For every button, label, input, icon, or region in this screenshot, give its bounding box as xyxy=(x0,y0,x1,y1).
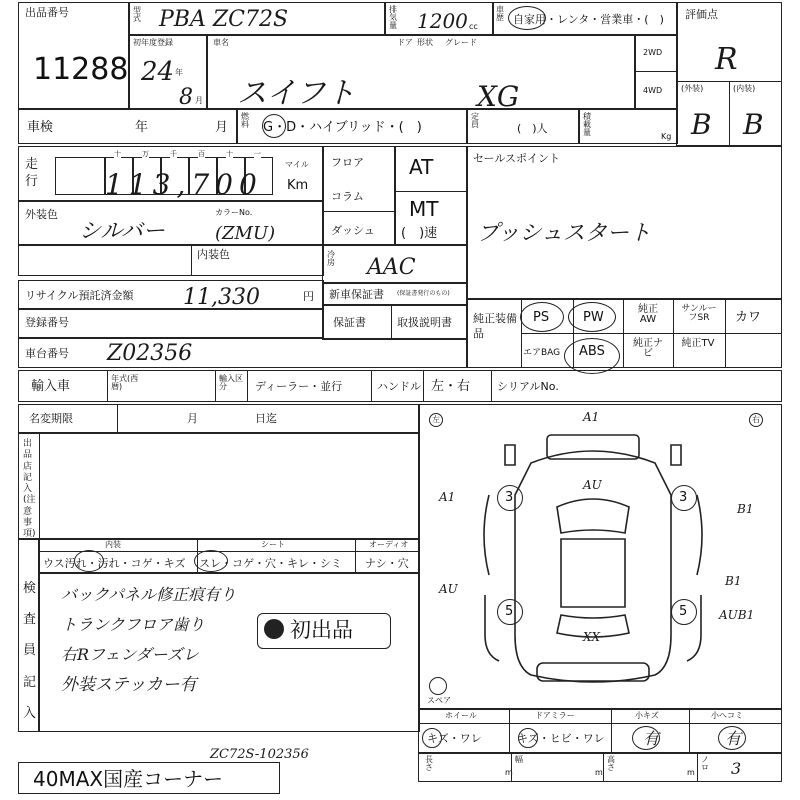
length-unit: m xyxy=(505,768,513,777)
displacement-value: 1200 xyxy=(417,9,468,33)
ac-value: AAC xyxy=(367,255,416,280)
color-box xyxy=(18,200,324,246)
seat-header: シート xyxy=(261,540,285,549)
width-label: 幅 xyxy=(515,755,523,764)
grade-label: グレード xyxy=(445,38,477,47)
equip-aw: 純正AW xyxy=(638,304,658,325)
inspector-note-4: 外装ステッカー有 xyxy=(61,675,197,695)
color-label: 外装色 xyxy=(25,208,58,221)
capacity-value: ( )人 xyxy=(517,122,548,135)
door-label: ドア xyxy=(397,38,413,47)
ps-circle xyxy=(520,302,564,332)
interior-items: ウス汚れ・汚れ・コゲ・キズ xyxy=(43,557,186,570)
import-category-value: ディーラー・並行 xyxy=(255,380,343,393)
load-unit: Kg xyxy=(661,132,672,141)
mileage-digit-unit: 万 xyxy=(142,150,149,158)
first-reg-label: 初年度登録 xyxy=(133,38,173,47)
interior-header: 内装 xyxy=(105,540,121,549)
handle-value: 左・右 xyxy=(431,379,471,394)
inspection-year: 年 xyxy=(135,120,149,135)
exterior-label: (外装) xyxy=(681,84,704,93)
equipment-label: 純正装備品 xyxy=(473,312,517,341)
store-notes-box xyxy=(18,432,420,540)
wheel-rl xyxy=(497,599,523,625)
use-label: 車歴 xyxy=(496,5,504,22)
capacity-label: 定員 xyxy=(471,112,479,129)
corner-box xyxy=(18,762,280,794)
inspector-notes-box xyxy=(38,572,420,732)
spare-label: スペア xyxy=(427,696,451,705)
mark-right-3: AUB1 xyxy=(719,608,755,622)
ac-box xyxy=(322,244,468,284)
equip-navi: 純正ナビ xyxy=(633,338,663,359)
sales-point-value: プッシュスタート xyxy=(477,221,652,246)
mileage-box xyxy=(18,146,324,202)
spare-tire-icon xyxy=(429,677,447,695)
interior-color-label: 内装色 xyxy=(197,248,230,261)
name-change-box xyxy=(18,404,420,434)
displacement-label: 排気量 xyxy=(389,5,397,30)
lot-number: 11288 xyxy=(33,52,129,87)
grade-value: XG xyxy=(477,80,520,113)
wheel-rr xyxy=(671,599,697,625)
abs-circle xyxy=(564,338,620,374)
diagram-left-label: 左 xyxy=(429,413,443,427)
misc-value: 3 xyxy=(731,759,742,778)
small-dent-value: 有 xyxy=(725,729,742,748)
recycle-label: リサイクル預託済金額 xyxy=(25,289,134,302)
mirror-label: ドアミラー xyxy=(535,711,575,720)
manual-label: 取扱説明書 xyxy=(397,316,452,329)
wheel-items: キズ・ワレ xyxy=(427,732,482,745)
corner-label: 40MAX国産コーナー xyxy=(33,767,224,791)
sales-point-label: セールスポイント xyxy=(473,152,561,165)
mark-left-2: AU xyxy=(439,582,458,596)
inspector-note-1: バックパネル修正痕有り xyxy=(61,585,237,604)
small-scratch-value: 有 xyxy=(643,729,660,748)
small-dent-label: 小ヘコミ xyxy=(711,711,743,720)
first-reg-year-suffix: 年 xyxy=(175,68,183,77)
warranty-box xyxy=(322,282,468,306)
interior-dirt-circle xyxy=(74,550,104,572)
shape-label: 形状 xyxy=(417,38,433,47)
mirror-items: キズ・ヒビ・ワレ xyxy=(517,732,605,745)
dash-label: ダッシュ xyxy=(331,224,375,237)
width-unit: m xyxy=(595,768,603,777)
import-category-label: 輸入区分 xyxy=(219,374,243,391)
drive-2wd: 2WD xyxy=(643,48,663,57)
recycle-box xyxy=(18,280,324,310)
equip-leather: カワ xyxy=(735,310,762,325)
wheel-fl xyxy=(497,485,523,511)
displacement-unit: cc xyxy=(469,22,478,31)
wheel-fl-number: 3 xyxy=(505,490,514,505)
car-name-box xyxy=(206,34,636,113)
at-label: AT xyxy=(409,155,434,179)
warranty-label: 新車保証書 xyxy=(329,288,384,301)
dimensions-box xyxy=(418,752,782,782)
inspection-label: 車検 xyxy=(27,120,54,135)
inspector-label-box xyxy=(18,538,40,732)
interior-label: (内装) xyxy=(733,84,756,93)
import-box xyxy=(18,370,782,402)
car-name-value: スイフト xyxy=(237,76,356,111)
hood-mark: AU xyxy=(583,478,602,492)
import-label: 輸入車 xyxy=(31,379,71,394)
wheel-fr-number: 3 xyxy=(679,490,688,505)
seat-wear-circle xyxy=(194,550,228,572)
load-box xyxy=(578,108,678,144)
floor-label: フロア xyxy=(331,156,364,169)
drive-box xyxy=(634,34,678,110)
seat-items: スレ・コゲ・穴・キレ・シミ xyxy=(199,557,342,570)
shift-position-box xyxy=(322,146,396,246)
scratch-circle xyxy=(632,726,660,750)
equip-abs: ABS xyxy=(579,344,605,359)
height-label: 高さ xyxy=(607,755,615,772)
sales-point-box xyxy=(466,146,782,300)
column-label: コラム xyxy=(331,190,364,203)
audio-header: オーディオ xyxy=(369,540,409,549)
wheel-fr xyxy=(671,485,697,511)
ac-label: 冷房 xyxy=(327,250,335,267)
mileage-value: 113,700 xyxy=(105,168,263,201)
mileage-lead-cell xyxy=(55,157,105,195)
exterior-score: B xyxy=(691,108,712,141)
equip-sr: サンルーフSR xyxy=(681,304,717,323)
equip-pw: PW xyxy=(583,310,604,325)
first-reg-month: 8 xyxy=(179,85,193,110)
model-box xyxy=(128,2,386,36)
load-label: 積載量 xyxy=(583,112,591,137)
handle-label: ハンドル xyxy=(377,380,421,393)
name-change-label: 名変期限 xyxy=(29,412,73,425)
first-listing-text: 初出品 xyxy=(290,618,353,642)
misc-label: ノロ xyxy=(701,755,709,772)
pw-circle xyxy=(568,302,616,332)
mileage-unit-mile: マイル xyxy=(285,160,309,169)
diagram-box xyxy=(418,404,782,710)
mileage-digit-unit: 一 xyxy=(254,150,261,158)
use-circle xyxy=(508,6,546,30)
warranty-note: (保証書発行のもの) xyxy=(397,290,450,297)
color-no-label: カラーNo. xyxy=(215,208,253,217)
interior-score: B xyxy=(743,108,764,141)
dent-circle xyxy=(718,726,746,750)
mileage-digit-unit: 千 xyxy=(170,150,177,158)
length-label: 長さ xyxy=(425,755,433,772)
import-year-label: 年式(西暦) xyxy=(111,374,139,391)
score-label: 評価点 xyxy=(685,8,718,21)
drive-4wd: 4WD xyxy=(643,86,663,95)
car-name-label: 車名 xyxy=(213,38,229,47)
chassis-value: Z02356 xyxy=(107,341,193,366)
inspection-box xyxy=(18,108,238,144)
fuel-circle xyxy=(262,114,286,138)
manual-box xyxy=(322,304,468,340)
mark-left-1: A1 xyxy=(439,490,456,504)
mileage-digit-unit: 十 xyxy=(226,150,233,158)
mileage-digit-unit: 百 xyxy=(198,150,205,158)
diagram-right-label: 右 xyxy=(749,413,763,427)
capacity-box xyxy=(466,108,580,144)
trunk-mark: XX xyxy=(583,630,601,644)
recycle-unit: 円 xyxy=(303,290,314,303)
mark-right-1: B1 xyxy=(737,502,754,516)
mileage-label: 走行 xyxy=(25,157,39,189)
chassis-label: 車台番号 xyxy=(25,347,69,360)
serial-label: シリアルNo. xyxy=(497,380,559,393)
interior-color-box xyxy=(18,244,324,276)
reg-no-label: 登録番号 xyxy=(25,316,69,329)
color-value: シルバー xyxy=(79,219,165,244)
mirror-circle xyxy=(518,728,538,748)
equip-tv: 純正TV xyxy=(681,338,715,349)
speed-label: ( )速 xyxy=(401,226,438,241)
first-reg-month-suffix: 月 xyxy=(195,96,203,105)
use-options: 自家用・レンタ・営業車・( ) xyxy=(513,13,664,26)
first-reg-box xyxy=(128,34,208,110)
inspector-note-2: トランクフロア歯り xyxy=(61,615,205,634)
mileage-unit-km: Km xyxy=(287,178,309,193)
wheel-rr-number: 5 xyxy=(679,604,688,619)
mileage-digit-unit: 十 xyxy=(114,150,121,158)
color-no-value: (ZMU) xyxy=(215,223,276,244)
recycle-value: 11,330 xyxy=(183,285,260,310)
score-value: R xyxy=(715,42,738,77)
model-label: 型式 xyxy=(133,6,141,23)
height-unit: m xyxy=(687,768,695,777)
inspector-note-3: 右Rフェンダーズレ xyxy=(61,645,199,664)
wheel-circle xyxy=(422,728,442,748)
lot-box xyxy=(18,2,130,110)
equip-airbag: エアBAG xyxy=(523,348,561,358)
warranty-book-label: 保証書 xyxy=(333,316,366,329)
front-mark: A1 xyxy=(583,410,600,424)
first-listing-icon xyxy=(264,619,284,639)
first-listing-badge xyxy=(257,613,391,649)
fuel-options: G・D・ハイブリッド・( ) xyxy=(263,120,422,135)
audio-items: ナシ・穴 xyxy=(365,557,409,570)
inspection-month: 月 xyxy=(215,120,229,135)
serial-handwritten: ZC72S-102356 xyxy=(210,747,309,762)
chassis-box xyxy=(18,338,468,368)
lot-label: 出品番号 xyxy=(25,6,69,19)
score-box xyxy=(676,2,782,146)
transmission-box xyxy=(394,146,468,246)
model-value: PBA ZC72S xyxy=(159,7,289,32)
inspector-label: 検査員記入 xyxy=(23,581,37,721)
displacement-box xyxy=(384,2,494,36)
store-notes-label: 出品店記入(注意事項) xyxy=(23,439,36,539)
small-scratch-label: 小キズ xyxy=(635,711,659,720)
first-reg-year: 24 xyxy=(141,57,175,87)
mt-label: MT xyxy=(409,197,439,221)
name-change-day: 日迄 xyxy=(255,412,277,425)
reg-no-box xyxy=(18,308,324,338)
wheel-rl-number: 5 xyxy=(505,604,514,619)
equipment-box xyxy=(466,298,782,368)
equip-ps: PS xyxy=(533,310,550,325)
wheel-label: ホイール xyxy=(445,711,477,720)
mark-right-2: B1 xyxy=(725,574,742,588)
fuel-label: 燃料 xyxy=(241,112,249,129)
car-diagram xyxy=(419,405,783,711)
name-change-month: 月 xyxy=(187,412,198,425)
